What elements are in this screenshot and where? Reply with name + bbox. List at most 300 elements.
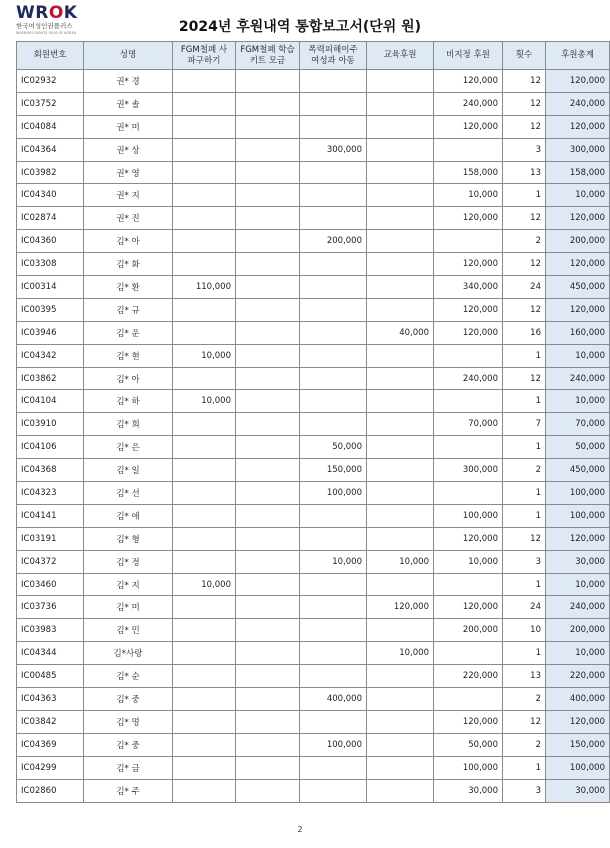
total-cell: 120,000 xyxy=(546,70,610,93)
table-row xyxy=(17,70,610,93)
amount-cell: 10,000 xyxy=(173,573,236,596)
amount-cell xyxy=(236,504,300,527)
amount-cell: 120,000 xyxy=(434,70,503,93)
amount-cell xyxy=(173,550,236,573)
amount-cell: 12 xyxy=(503,298,546,321)
amount-cell xyxy=(236,596,300,619)
amount-cell xyxy=(300,756,367,779)
member-id-cell: IC04323 xyxy=(17,482,84,505)
amount-cell xyxy=(236,138,300,161)
member-name-cell: 김* 선 xyxy=(84,482,173,505)
amount-cell xyxy=(236,436,300,459)
amount-cell xyxy=(367,298,434,321)
amount-cell xyxy=(236,779,300,802)
table-row xyxy=(17,230,610,253)
amount-cell: 12 xyxy=(503,207,546,230)
amount-cell xyxy=(173,733,236,756)
column-header: 회원번호 xyxy=(17,42,84,70)
member-id-cell: IC02874 xyxy=(17,207,84,230)
member-id-cell: IC03736 xyxy=(17,596,84,619)
member-name-cell: 김* 지 xyxy=(84,573,173,596)
amount-cell xyxy=(434,573,503,596)
member-name-cell: 김* 은 xyxy=(84,436,173,459)
member-id-cell: IC03862 xyxy=(17,367,84,390)
amount-cell xyxy=(173,642,236,665)
column-header: 교육후원 xyxy=(367,42,434,70)
member-name-cell: 김* 주 xyxy=(84,779,173,802)
amount-cell xyxy=(173,665,236,688)
member-id-cell: IC04104 xyxy=(17,390,84,413)
member-name-cell: 김* 금 xyxy=(84,756,173,779)
amount-cell: 1 xyxy=(503,573,546,596)
amount-cell xyxy=(367,573,434,596)
amount-cell xyxy=(173,253,236,276)
amount-cell: 120,000 xyxy=(434,527,503,550)
amount-cell xyxy=(367,459,434,482)
member-id-cell: IC03460 xyxy=(17,573,84,596)
amount-cell xyxy=(173,436,236,459)
amount-cell: 10,000 xyxy=(434,550,503,573)
member-id-cell: IC00314 xyxy=(17,276,84,299)
amount-cell xyxy=(236,550,300,573)
report-title: 2024년 후원내역 통합보고서(단위 원) xyxy=(178,19,422,35)
amount-cell xyxy=(367,276,434,299)
total-cell: 120,000 xyxy=(546,115,610,138)
amount-cell xyxy=(173,527,236,550)
total-cell: 220,000 xyxy=(546,665,610,688)
amount-cell xyxy=(367,344,434,367)
total-cell: 120,000 xyxy=(546,207,610,230)
amount-cell xyxy=(300,710,367,733)
amount-cell xyxy=(367,688,434,711)
member-name-cell: 김* 미 xyxy=(84,596,173,619)
member-name-cell: 김*사랑 xyxy=(84,642,173,665)
amount-cell xyxy=(300,207,367,230)
total-cell: 10,000 xyxy=(546,573,610,596)
amount-cell xyxy=(367,367,434,390)
amount-cell xyxy=(300,504,367,527)
amount-cell xyxy=(300,390,367,413)
member-id-cell: IC02932 xyxy=(17,70,84,93)
amount-cell xyxy=(236,482,300,505)
table-row xyxy=(17,779,610,802)
amount-cell xyxy=(367,207,434,230)
amount-cell: 40,000 xyxy=(367,321,434,344)
amount-cell xyxy=(236,688,300,711)
amount-cell xyxy=(367,138,434,161)
amount-cell xyxy=(434,344,503,367)
amount-cell xyxy=(236,756,300,779)
amount-cell: 300,000 xyxy=(434,459,503,482)
amount-cell: 10,000 xyxy=(173,390,236,413)
amount-cell xyxy=(300,665,367,688)
column-header: 폭력피해이주 여성과 아동 xyxy=(300,42,367,70)
member-id-cell: IC03910 xyxy=(17,413,84,436)
table-row xyxy=(17,298,610,321)
amount-cell xyxy=(367,665,434,688)
member-name-cell: 권* 경 xyxy=(84,70,173,93)
amount-cell xyxy=(300,92,367,115)
amount-cell xyxy=(173,710,236,733)
amount-cell xyxy=(300,596,367,619)
total-cell: 30,000 xyxy=(546,779,610,802)
amount-cell: 120,000 xyxy=(434,596,503,619)
member-name-cell: 김* 순 xyxy=(84,665,173,688)
amount-cell xyxy=(434,482,503,505)
total-cell: 100,000 xyxy=(546,504,610,527)
member-id-cell: IC03191 xyxy=(17,527,84,550)
member-id-cell: IC04344 xyxy=(17,642,84,665)
table-row xyxy=(17,436,610,459)
table-row xyxy=(17,413,610,436)
total-cell: 10,000 xyxy=(546,390,610,413)
amount-cell xyxy=(236,276,300,299)
amount-cell xyxy=(236,367,300,390)
table-row xyxy=(17,138,610,161)
amount-cell xyxy=(173,138,236,161)
member-name-cell: 김* 민 xyxy=(84,619,173,642)
amount-cell xyxy=(367,527,434,550)
amount-cell: 220,000 xyxy=(434,665,503,688)
amount-cell: 100,000 xyxy=(434,756,503,779)
table-row xyxy=(17,550,610,573)
member-name-cell: 김* 아 xyxy=(84,367,173,390)
member-id-cell: IC03946 xyxy=(17,321,84,344)
table-row xyxy=(17,756,610,779)
member-name-cell: 권* 솔 xyxy=(84,92,173,115)
total-cell: 100,000 xyxy=(546,756,610,779)
member-id-cell: IC02860 xyxy=(17,779,84,802)
total-cell: 120,000 xyxy=(546,710,610,733)
amount-cell: 24 xyxy=(503,596,546,619)
table-row xyxy=(17,161,610,184)
column-header: 성명 xyxy=(84,42,173,70)
amount-cell xyxy=(236,413,300,436)
amount-cell xyxy=(236,619,300,642)
amount-cell xyxy=(173,298,236,321)
total-cell: 450,000 xyxy=(546,459,610,482)
amount-cell xyxy=(367,230,434,253)
amount-cell xyxy=(236,710,300,733)
total-cell: 300,000 xyxy=(546,138,610,161)
table-row xyxy=(17,367,610,390)
amount-cell: 2 xyxy=(503,459,546,482)
total-cell: 120,000 xyxy=(546,298,610,321)
amount-cell xyxy=(236,115,300,138)
amount-cell xyxy=(300,321,367,344)
amount-cell: 7 xyxy=(503,413,546,436)
amount-cell xyxy=(300,527,367,550)
member-name-cell: 김* 환 xyxy=(84,276,173,299)
member-id-cell: IC04084 xyxy=(17,115,84,138)
member-id-cell: IC04342 xyxy=(17,344,84,367)
amount-cell xyxy=(367,253,434,276)
logo-tagline: WOMEN'S RIGHTS PLUS OF KOREA xyxy=(16,31,77,35)
amount-cell xyxy=(300,298,367,321)
total-cell: 200,000 xyxy=(546,619,610,642)
amount-cell xyxy=(173,482,236,505)
amount-cell xyxy=(236,390,300,413)
amount-cell xyxy=(367,619,434,642)
total-cell: 10,000 xyxy=(546,184,610,207)
member-name-cell: 김* 규 xyxy=(84,298,173,321)
member-name-cell: 권* 상 xyxy=(84,138,173,161)
amount-cell xyxy=(236,207,300,230)
amount-cell xyxy=(300,184,367,207)
amount-cell: 110,000 xyxy=(173,276,236,299)
table-row xyxy=(17,710,610,733)
table-row xyxy=(17,184,610,207)
total-cell: 50,000 xyxy=(546,436,610,459)
table-row xyxy=(17,573,610,596)
amount-cell xyxy=(173,459,236,482)
amount-cell xyxy=(173,321,236,344)
member-name-cell: 김* 일 xyxy=(84,459,173,482)
amount-cell: 10,000 xyxy=(367,642,434,665)
amount-cell: 120,000 xyxy=(434,710,503,733)
amount-cell: 120,000 xyxy=(434,207,503,230)
amount-cell xyxy=(434,390,503,413)
total-cell: 450,000 xyxy=(546,276,610,299)
member-id-cell: IC03842 xyxy=(17,710,84,733)
member-id-cell: IC04141 xyxy=(17,504,84,527)
total-cell: 240,000 xyxy=(546,596,610,619)
amount-cell: 120,000 xyxy=(434,298,503,321)
member-id-cell: IC00395 xyxy=(17,298,84,321)
member-id-cell: IC04340 xyxy=(17,184,84,207)
member-id-cell: IC04372 xyxy=(17,550,84,573)
amount-cell: 10,000 xyxy=(300,550,367,573)
page-number: 2 xyxy=(297,825,303,834)
amount-cell xyxy=(236,344,300,367)
amount-cell xyxy=(300,253,367,276)
column-header: FGM철폐 사파구하기 xyxy=(173,42,236,70)
amount-cell xyxy=(173,619,236,642)
member-name-cell: 김* 현 xyxy=(84,344,173,367)
amount-cell xyxy=(173,596,236,619)
amount-cell: 3 xyxy=(503,138,546,161)
donation-table xyxy=(16,41,610,803)
amount-cell: 1 xyxy=(503,184,546,207)
column-header: 비지정 후원 xyxy=(434,42,503,70)
total-cell: 150,000 xyxy=(546,733,610,756)
amount-cell: 13 xyxy=(503,665,546,688)
member-id-cell: IC04369 xyxy=(17,733,84,756)
member-id-cell: IC04368 xyxy=(17,459,84,482)
table-row xyxy=(17,733,610,756)
amount-cell xyxy=(236,321,300,344)
amount-cell: 150,000 xyxy=(300,459,367,482)
table-row xyxy=(17,688,610,711)
amount-cell: 12 xyxy=(503,367,546,390)
member-name-cell: 김* 화 xyxy=(84,253,173,276)
amount-cell xyxy=(236,70,300,93)
amount-cell: 12 xyxy=(503,253,546,276)
amount-cell: 10,000 xyxy=(434,184,503,207)
amount-cell xyxy=(300,344,367,367)
member-id-cell: IC04106 xyxy=(17,436,84,459)
table-row xyxy=(17,321,610,344)
amount-cell xyxy=(300,413,367,436)
amount-cell xyxy=(300,642,367,665)
amount-cell xyxy=(367,413,434,436)
member-name-cell: 김* 명 xyxy=(84,710,173,733)
table-body xyxy=(17,70,610,803)
amount-cell: 200,000 xyxy=(300,230,367,253)
member-name-cell: 김* 애 xyxy=(84,504,173,527)
amount-cell: 100,000 xyxy=(300,733,367,756)
amount-cell: 13 xyxy=(503,161,546,184)
amount-cell xyxy=(173,92,236,115)
member-name-cell: 김* 중 xyxy=(84,688,173,711)
amount-cell: 340,000 xyxy=(434,276,503,299)
column-header: 후원총계 xyxy=(546,42,610,70)
amount-cell xyxy=(236,459,300,482)
member-id-cell: IC03308 xyxy=(17,253,84,276)
amount-cell xyxy=(173,161,236,184)
member-name-cell: 김* 아 xyxy=(84,230,173,253)
amount-cell xyxy=(367,482,434,505)
amount-cell: 12 xyxy=(503,70,546,93)
table-row xyxy=(17,390,610,413)
column-header: FGM철폐 학습키트 모금 xyxy=(236,42,300,70)
amount-cell xyxy=(367,390,434,413)
amount-cell: 12 xyxy=(503,115,546,138)
table-row xyxy=(17,253,610,276)
member-name-cell: 권* 진 xyxy=(84,207,173,230)
member-id-cell: IC03752 xyxy=(17,92,84,115)
table-row xyxy=(17,459,610,482)
amount-cell: 1 xyxy=(503,756,546,779)
member-name-cell: 김* 중 xyxy=(84,733,173,756)
amount-cell: 100,000 xyxy=(300,482,367,505)
member-name-cell: 김* 하 xyxy=(84,390,173,413)
amount-cell xyxy=(300,573,367,596)
amount-cell xyxy=(367,733,434,756)
amount-cell xyxy=(367,436,434,459)
amount-cell xyxy=(236,92,300,115)
total-cell: 200,000 xyxy=(546,230,610,253)
amount-cell xyxy=(236,573,300,596)
amount-cell xyxy=(173,756,236,779)
amount-cell xyxy=(236,230,300,253)
amount-cell: 100,000 xyxy=(434,504,503,527)
amount-cell xyxy=(173,184,236,207)
amount-cell: 200,000 xyxy=(434,619,503,642)
amount-cell: 2 xyxy=(503,230,546,253)
amount-cell: 70,000 xyxy=(434,413,503,436)
table-row xyxy=(17,527,610,550)
total-cell: 30,000 xyxy=(546,550,610,573)
amount-cell: 240,000 xyxy=(434,92,503,115)
member-id-cell: IC00485 xyxy=(17,665,84,688)
amount-cell xyxy=(300,161,367,184)
amount-cell: 1 xyxy=(503,344,546,367)
total-cell: 400,000 xyxy=(546,688,610,711)
amount-cell: 1 xyxy=(503,642,546,665)
table-row xyxy=(17,207,610,230)
amount-cell: 1 xyxy=(503,482,546,505)
amount-cell: 12 xyxy=(503,92,546,115)
amount-cell xyxy=(367,161,434,184)
table-row xyxy=(17,619,610,642)
amount-cell xyxy=(236,733,300,756)
total-cell: 10,000 xyxy=(546,642,610,665)
table-row xyxy=(17,504,610,527)
amount-cell xyxy=(236,298,300,321)
logo-subtitle: 한국여성인권플러스 xyxy=(16,22,73,30)
amount-cell xyxy=(434,436,503,459)
amount-cell xyxy=(434,138,503,161)
amount-cell xyxy=(236,161,300,184)
amount-cell: 120,000 xyxy=(434,115,503,138)
amount-cell xyxy=(367,92,434,115)
amount-cell xyxy=(236,184,300,207)
table-row xyxy=(17,92,610,115)
amount-cell xyxy=(434,642,503,665)
amount-cell: 1 xyxy=(503,504,546,527)
table-row xyxy=(17,665,610,688)
amount-cell: 3 xyxy=(503,550,546,573)
member-id-cell: IC04299 xyxy=(17,756,84,779)
amount-cell: 2 xyxy=(503,688,546,711)
amount-cell xyxy=(236,642,300,665)
amount-cell: 120,000 xyxy=(434,321,503,344)
amount-cell: 50,000 xyxy=(434,733,503,756)
amount-cell xyxy=(300,619,367,642)
total-cell: 120,000 xyxy=(546,253,610,276)
amount-cell xyxy=(173,688,236,711)
member-id-cell: IC03982 xyxy=(17,161,84,184)
amount-cell xyxy=(300,70,367,93)
table-row xyxy=(17,276,610,299)
amount-cell: 12 xyxy=(503,527,546,550)
member-name-cell: 권* 지 xyxy=(84,184,173,207)
amount-cell: 240,000 xyxy=(434,367,503,390)
amount-cell xyxy=(300,276,367,299)
amount-cell xyxy=(173,115,236,138)
amount-cell: 24 xyxy=(503,276,546,299)
amount-cell xyxy=(367,115,434,138)
member-id-cell: IC04360 xyxy=(17,230,84,253)
table-row xyxy=(17,115,610,138)
amount-cell xyxy=(300,115,367,138)
amount-cell: 50,000 xyxy=(300,436,367,459)
amount-cell xyxy=(367,710,434,733)
member-name-cell: 권* 미 xyxy=(84,115,173,138)
amount-cell xyxy=(434,230,503,253)
total-cell: 160,000 xyxy=(546,321,610,344)
member-name-cell: 권* 영 xyxy=(84,161,173,184)
total-cell: 240,000 xyxy=(546,367,610,390)
table-row xyxy=(17,482,610,505)
amount-cell xyxy=(367,184,434,207)
amount-cell xyxy=(300,779,367,802)
amount-cell: 30,000 xyxy=(434,779,503,802)
amount-cell xyxy=(300,367,367,390)
amount-cell xyxy=(367,504,434,527)
member-name-cell: 김* 정 xyxy=(84,550,173,573)
amount-cell xyxy=(434,688,503,711)
total-cell: 100,000 xyxy=(546,482,610,505)
amount-cell xyxy=(236,253,300,276)
amount-cell xyxy=(173,367,236,390)
amount-cell xyxy=(173,230,236,253)
amount-cell xyxy=(236,527,300,550)
amount-cell: 10 xyxy=(503,619,546,642)
member-id-cell: IC04364 xyxy=(17,138,84,161)
member-id-cell: IC03983 xyxy=(17,619,84,642)
